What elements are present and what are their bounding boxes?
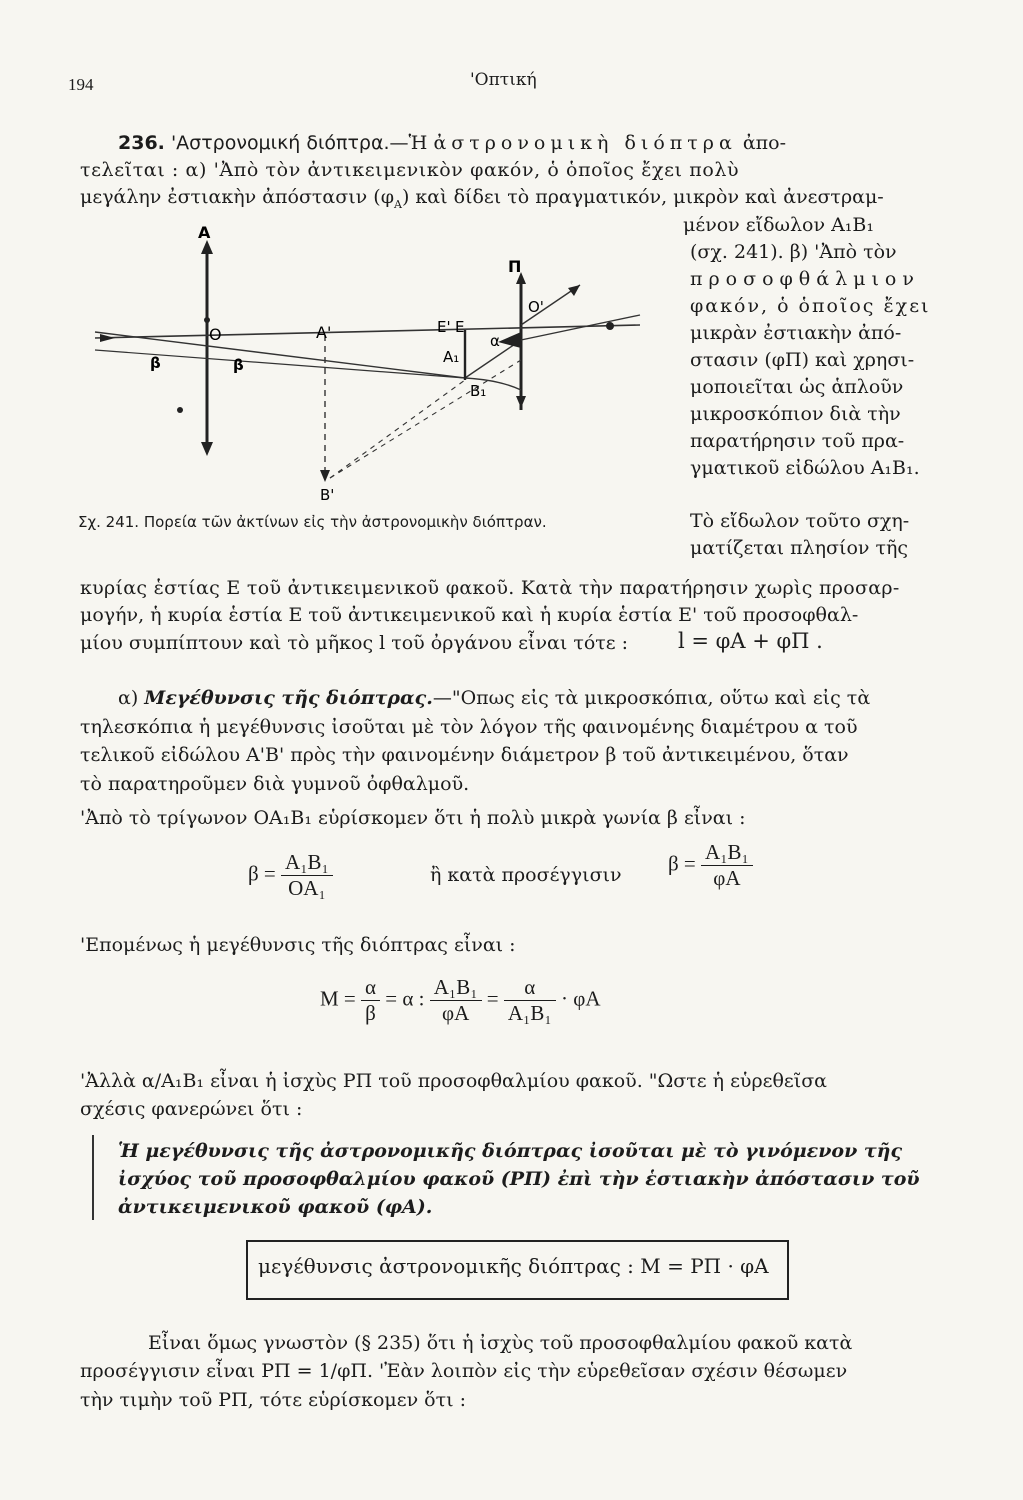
side-line-2: (σχ. 241). β) 'Ἀπὸ τὸν bbox=[690, 241, 897, 263]
label-A-prime: A' bbox=[316, 323, 332, 342]
para2-line-1: 'Ἀλλὰ α/A₁B₁ εἶναι ἡ ἰσχὺς PΠ τοῦ προσοφθαλμίου φακοῦ. "Ωστε ἡ εὑρεθεῖσα bbox=[80, 1070, 828, 1092]
fraction-2: $\frac{\text{A₁B₁}}{\varphi A}$ bbox=[701, 840, 753, 891]
rule-line-1: Ἡ μεγέθυνσις τῆς ἀστρονομικῆς διόπτρας ἰσοῦται μὲ τὸ γινόμενον τῆς bbox=[118, 1140, 903, 1162]
para3-line-2: προσέγγισιν εἶναι PΠ = 1/φΠ. 'Ἐὰν λοιπὸν εἰς τὴν εὑρεθεῖσαν σχέσιν θέσωμεν bbox=[80, 1360, 848, 1382]
page-number: 194 bbox=[68, 75, 94, 94]
sub-a-line-3: τελικοῦ εἰδώλου A'B' πρὸς τὴν φαινομένην διάμετρον β τοῦ ἀντικειμένου, ὅταν bbox=[80, 744, 849, 766]
side-line-12: ματίζεται πλησίον τῆς bbox=[690, 537, 909, 559]
side-line-3: προσοφθάλμιον bbox=[690, 268, 920, 290]
figure-caption: Σχ. 241. Πορεία τῶν ἀκτίνων εἰς τὴν ἀστρονομικὴν διόπτραν. bbox=[78, 513, 547, 531]
para3-line-1: Εἶναι ὅμως γνωστὸν (§ 235) ὅτι ἡ ἰσχὺς τοῦ προσοφθαλμίου φακοῦ κατὰ bbox=[148, 1332, 853, 1354]
para1-line-2: μογήν, ἡ κυρία ἑστία Ε τοῦ ἀντικειμενικοῦ καὶ ἡ κυρία ἑστία Ε' τοῦ προσοφθαλ- bbox=[80, 604, 859, 626]
consequently-line: 'Επομένως ἡ μεγέθυνσις τῆς διόπτρας εἶναι : bbox=[80, 934, 516, 956]
rule-line-3: ἀντικειμενικοῦ φακοῦ (φA). bbox=[118, 1196, 433, 1218]
rule-bar bbox=[92, 1135, 94, 1220]
dashed-ray-2 bbox=[330, 380, 465, 478]
sub-a-marker: α) bbox=[118, 687, 139, 709]
label-O: O bbox=[209, 325, 222, 344]
section-intro: Ἡ bbox=[408, 132, 428, 154]
virtual-image-arrow bbox=[320, 470, 330, 482]
label-A: A bbox=[198, 223, 211, 242]
angle-wedge bbox=[498, 332, 521, 348]
label-alpha: α bbox=[490, 332, 500, 350]
para2-line-2: σχέσις φανερώνει ὅτι : bbox=[80, 1098, 303, 1120]
label-E-prime: E' bbox=[437, 318, 451, 336]
arrow-head-A-bottom bbox=[201, 442, 213, 456]
label-B1: B₁ bbox=[470, 382, 487, 400]
side-line-9: παρατήρησιν τοῦ πρα- bbox=[690, 430, 905, 452]
section-number: 236. bbox=[118, 132, 165, 154]
side-line-11: Τὸ εἴδωλον τοῦτο σχη- bbox=[690, 510, 910, 532]
rule-line-2: ἰσχύος τοῦ προσοφθαλμίου φακοῦ (PΠ) ἐπὶ τὴν ἑστιακὴν ἀπόστασιν τοῦ bbox=[118, 1168, 920, 1190]
para1-line-1: κυρίας ἑστίας Ε τοῦ ἀντικειμενικοῦ φακοῦ. Κατὰ τὴν παρατήρησιν χωρὶς προσαρ- bbox=[80, 577, 900, 599]
side-line-5: μικρὰν ἐστιακὴν ἀπό- bbox=[690, 322, 902, 344]
label-beta-1: β bbox=[150, 354, 161, 372]
sub-a-line-4: τὸ παρατηροῦμεν διὰ γυμνοῦ ὀφθαλμοῦ. bbox=[80, 773, 470, 795]
label-B-prime: B' bbox=[320, 486, 335, 504]
para3-line-3: τὴν τιμὴν τοῦ PΠ, τότε εὑρίσκομεν ὅτι : bbox=[80, 1389, 467, 1411]
equation-magnification: M = $\frac{\alpha}{\beta}$ = α : $\frac{\text{A₁B₁}}{\varphi A}$ = $\frac{\alpha}{\text{A₁B₁}}$ · φA bbox=[320, 975, 601, 1025]
dot-lower bbox=[177, 407, 183, 413]
para1-line-3: μίου συμπίπτουν καὶ τὸ μῆκος l τοῦ ὀργάνου εἶναι τότε : bbox=[80, 632, 629, 654]
side-line-8: μικροσκόπιον διὰ τὴν bbox=[690, 403, 901, 425]
sub-a-line-2: τηλεσκόπια ἡ μεγέθυνσις ἰσοῦται μὲ τὸν λόγον τῆς φαινομένης διαμέτρου α τοῦ bbox=[80, 716, 858, 738]
text-line-3: μεγάλην ἐστιακὴν ἀπόστασιν $(\varphi_A)$ καὶ δίδει τὸ πραγματικόν, μικρὸν καὶ ἀνεστραμ- bbox=[80, 186, 884, 211]
side-line-10: γματικοῦ εἰδώλου A₁B₁. bbox=[690, 457, 920, 479]
axis-arrow bbox=[100, 334, 115, 342]
label-Pi: Π bbox=[508, 257, 522, 276]
length-formula: l = φA + φΠ . bbox=[678, 629, 823, 653]
section-term: ἀστρονομικὴ διόπτρα bbox=[433, 132, 737, 154]
label-E: E bbox=[455, 318, 465, 336]
arrow-head-Pi-bottom bbox=[516, 396, 526, 408]
equation-approx-text: ἢ κατὰ προσέγγισιν bbox=[430, 864, 622, 886]
running-title: 'Οπτική bbox=[470, 70, 537, 90]
side-line-1: μένον εἴδωλον A₁B₁ bbox=[683, 214, 874, 236]
dot-O bbox=[204, 317, 210, 323]
sub-a-title: Μεγέθυνσις τῆς διόπτρας. bbox=[144, 687, 433, 709]
equation-beta: β = $\frac{\text{A₁B₁}}{\text{OA₁}}$ bbox=[248, 850, 333, 901]
side-line-4: φακόν, ὁ ὁποῖος ἔχει bbox=[690, 295, 931, 317]
optics-figure bbox=[80, 220, 680, 510]
equation-beta-approx: β = $\frac{\text{A₁B₁}}{\varphi A}$ bbox=[668, 840, 753, 891]
sub-a-line-5: 'Ἀπὸ τὸ τρίγωνον OA₁B₁ εὑρίσκομεν ὅτι ἡ πολὺ μικρὰ γωνία β εἶναι : bbox=[80, 807, 746, 829]
dashed-ray-1 bbox=[330, 360, 521, 478]
fraction-1: $\frac{\text{A₁B₁}}{\text{OA₁}}$ bbox=[281, 850, 333, 901]
arrow-head-A bbox=[201, 240, 213, 254]
label-beta-2: β bbox=[233, 356, 244, 374]
section-heading-line: 236. 'Αστρονομική διόπτρα.—Ἡ ἀστρονομικὴ διόπτρα ἀπο- bbox=[118, 132, 787, 154]
dot-eye bbox=[606, 322, 614, 330]
side-line-6: στασιν (φΠ) καὶ χρησι- bbox=[690, 349, 915, 371]
label-A1: A₁ bbox=[443, 348, 460, 366]
boxed-formula: μεγέθυνσις ἀστρονομικῆς διόπτρας : M = PΠ · φA bbox=[258, 1254, 769, 1278]
ray-arrow bbox=[568, 285, 580, 296]
sub-a-line-1: α) Μεγέθυνσις τῆς διόπτρας.—"Οπως εἰς τὰ μικροσκόπια, οὕτω καὶ εἰς τὰ bbox=[118, 687, 871, 709]
side-line-7: μοποιεῖται ὡς ἁπλοῦν bbox=[690, 376, 904, 398]
text-line-2: τελεῖται : α) 'Ἀπὸ τὸν ἀντικειμενικὸν φακόν, ὁ ὁποῖος ἔχει πολὺ bbox=[80, 159, 740, 181]
label-O-prime: O' bbox=[528, 298, 544, 316]
section-title: 'Αστρονομική διόπτρα. bbox=[170, 132, 390, 154]
